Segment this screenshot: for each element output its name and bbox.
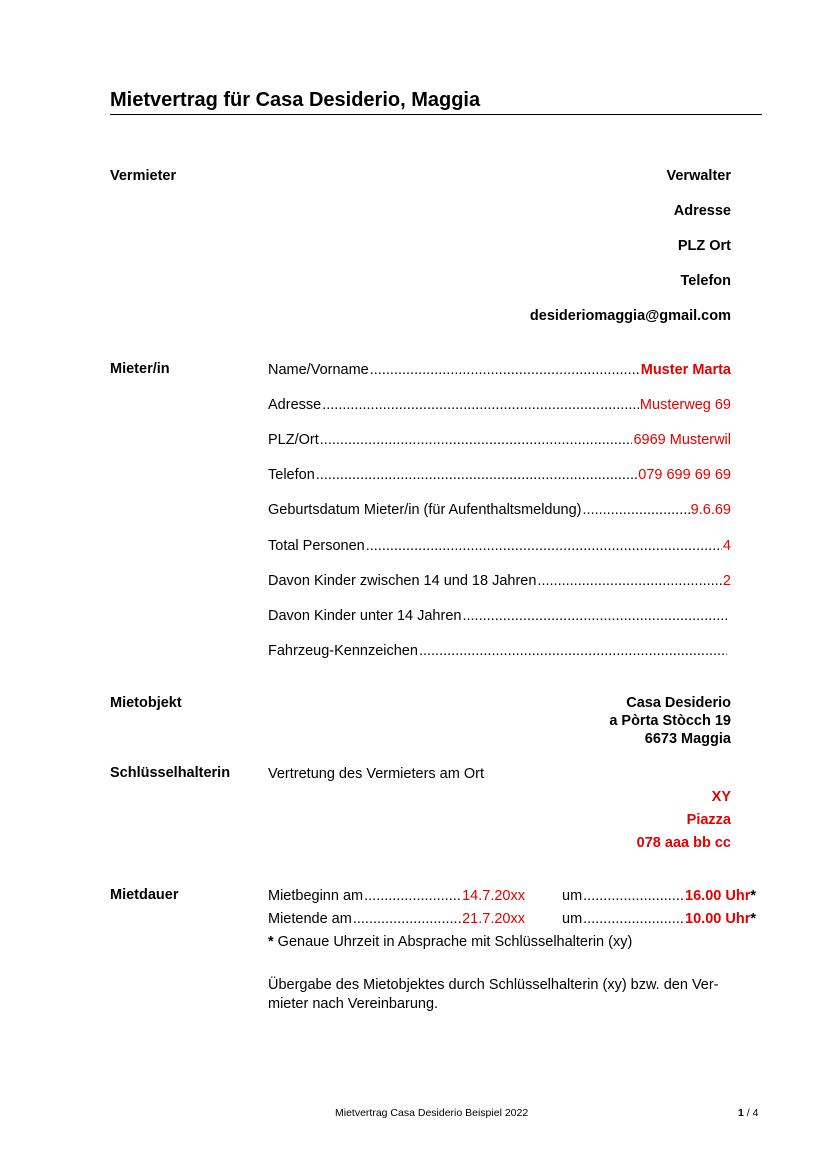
vermieter-telefon: Telefon — [680, 273, 731, 289]
uebergabe-line-1: Übergabe des Mietobjektes durch Schlüsselhalterin (xy) bzw. den Ver- — [268, 977, 719, 993]
mietobjekt-ort: 6673 Maggia — [644, 731, 731, 747]
dot-leader — [419, 642, 727, 660]
mietbeginn-time: 16.00 Uhr — [685, 888, 751, 904]
footer-text: Mietvertrag Casa Desiderio Beispiel 2022 — [335, 1107, 529, 1119]
mietobjekt-label: Mietobjekt — [110, 695, 182, 711]
mietobjekt-strasse: a Pòrta Stòcch 19 — [609, 713, 731, 729]
field-value: 4 — [722, 538, 731, 554]
mietende-star: * — [750, 911, 756, 927]
mietende-date: 21.7.20xx — [462, 911, 525, 927]
mietbeginn-label: Mietbeginn am — [268, 888, 364, 904]
vermieter-verwalter: Verwalter — [666, 168, 731, 184]
dot-leader — [320, 431, 633, 449]
field-label: Name/Vorname — [268, 362, 369, 378]
dot-leader — [537, 572, 722, 590]
mieter-label: Mieter/in — [110, 361, 170, 377]
uebergabe-line-2: mieter nach Vereinbarung. — [268, 996, 439, 1012]
dot-leader — [583, 910, 684, 928]
schluesselhalterin-name: XY — [711, 789, 731, 805]
field-value: Musterweg 69 — [639, 397, 731, 413]
mieter-row-total-personen — [268, 537, 731, 555]
mietbeginn-date: 14.7.20xx — [462, 888, 525, 904]
mieter-row-kinder-14-18 — [268, 572, 731, 590]
mieter-row-fahrzeug — [268, 642, 728, 660]
mietende-row — [268, 910, 758, 928]
dot-leader — [364, 887, 461, 905]
vermieter-email: desideriomaggia@gmail.com — [529, 308, 731, 324]
mieter-row-name — [268, 361, 731, 379]
dot-leader — [462, 607, 727, 625]
dot-leader — [583, 501, 690, 519]
vermieter-label: Vermieter — [110, 168, 177, 184]
vermieter-plz-ort: PLZ Ort — [677, 238, 731, 254]
page-current: 1 — [738, 1107, 744, 1119]
mietobjekt-name: Casa Desiderio — [626, 695, 731, 711]
field-value: 079 699 69 69 — [638, 467, 731, 483]
dot-leader — [353, 910, 461, 928]
field-label: Geburtsdatum Mieter/in (für Aufenthaltsmeldung) — [268, 502, 582, 518]
field-label: Fahrzeug-Kennzeichen — [268, 643, 418, 659]
uhrzeit-note — [268, 933, 632, 951]
schluesselhalterin-text: Vertretung des Vermieters am Ort — [268, 766, 484, 782]
field-value: 9.6.69 — [690, 502, 731, 518]
vermieter-adresse: Adresse — [673, 203, 731, 219]
field-label: Davon Kinder unter 14 Jahren — [268, 608, 462, 624]
field-value: 6969 Musterwil — [633, 432, 731, 448]
mieter-row-kinder-unter-14 — [268, 607, 728, 625]
note-star: * — [268, 934, 274, 950]
mietende-time: 10.00 Uhr — [685, 911, 751, 927]
note-text: Genaue Uhrzeit in Absprache mit Schlüsselhalterin (xy) — [273, 934, 633, 950]
dot-leader — [366, 537, 722, 555]
field-value: 2 — [722, 573, 731, 589]
mietbeginn-star: * — [750, 888, 756, 904]
schluesselhalterin-adresse: Piazza — [686, 812, 731, 828]
mietdauer-label: Mietdauer — [110, 887, 179, 903]
schluesselhalterin-label: Schlüsselhalterin — [110, 765, 231, 781]
schluesselhalterin-telefon: 078 aaa bb cc — [636, 835, 731, 851]
mietende-um-label: um — [562, 911, 583, 927]
mietbeginn-um-label: um — [562, 888, 583, 904]
mietbeginn-row — [268, 887, 758, 905]
field-label: Davon Kinder zwischen 14 und 18 Jahren — [268, 573, 537, 589]
mieter-row-geburtsdatum — [268, 501, 731, 519]
page-number — [738, 1107, 758, 1119]
dot-leader — [316, 466, 638, 484]
field-label: PLZ/Ort — [268, 432, 319, 448]
mieter-row-plz-ort — [268, 431, 731, 449]
page-title: Mietvertrag für Casa Desiderio, Maggia — [110, 88, 762, 115]
page-total: / 4 — [743, 1107, 759, 1119]
field-label: Adresse — [268, 397, 322, 413]
dot-leader — [583, 887, 684, 905]
field-label: Total Personen — [268, 538, 365, 554]
mieter-row-telefon — [268, 466, 731, 484]
field-label: Telefon — [268, 467, 315, 483]
mieter-row-adresse — [268, 396, 731, 414]
dot-leader — [322, 396, 639, 414]
field-value: Muster Marta — [640, 362, 731, 378]
mietende-label: Mietende am — [268, 911, 352, 927]
dot-leader — [370, 361, 640, 379]
